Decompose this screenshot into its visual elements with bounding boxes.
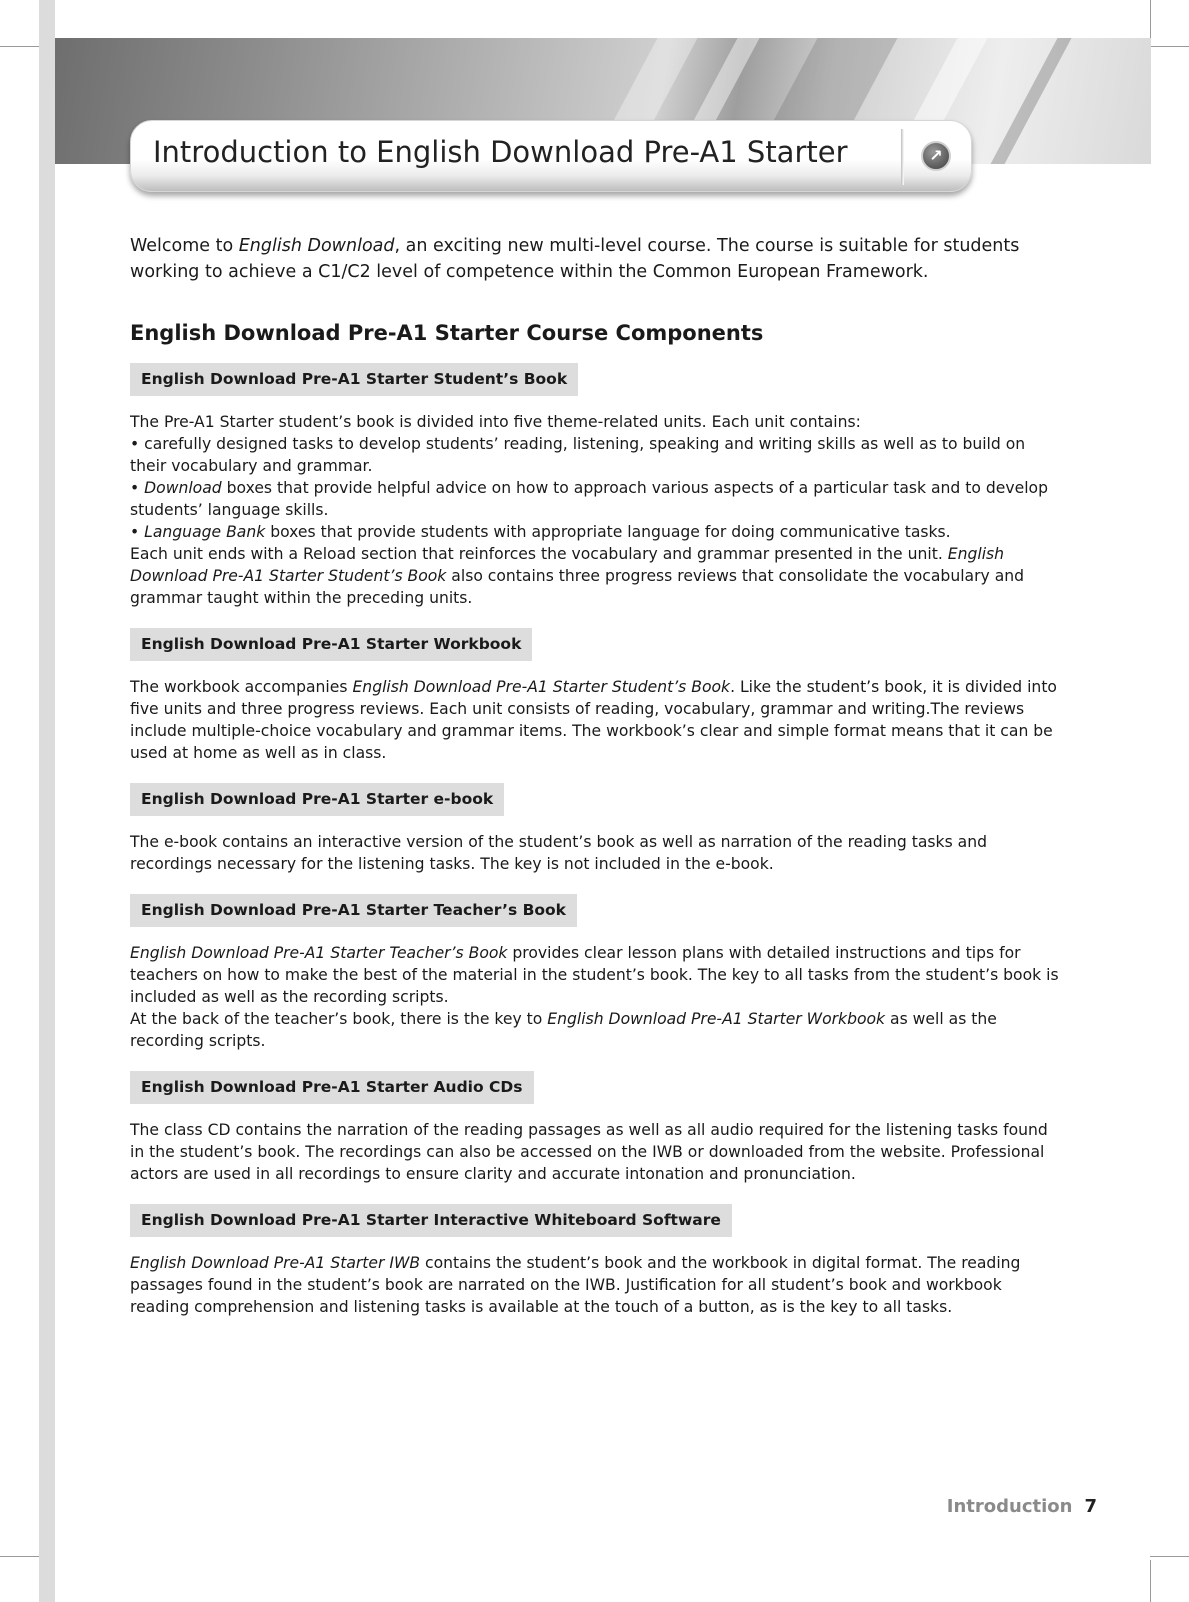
workbook-heading: English Download Pre-A1 Starter Workbook — [130, 628, 532, 661]
teachers-book-heading: English Download Pre-A1 Starter Teacher’s Book — [130, 894, 577, 927]
teachers-book-body: English Download Pre-A1 Starter Teacher’s Book provides clear lesson plans with detailed instructions and tips for teachers on how to make the best of the material in the student’s book. The key to all tasks from the student’s book is included as well as the recording scripts. At the back of the teacher’s book, there is the key to English Download Pre-A1 Starter Workbook as well as the recording scripts. — [130, 944, 1059, 1050]
main-content — [130, 233, 1060, 1337]
title-bar — [130, 120, 972, 192]
iwb-heading: English Download Pre-A1 Starter Interactive Whiteboard Software — [130, 1204, 732, 1237]
crop-mark — [1150, 1560, 1151, 1602]
crop-mark — [0, 1556, 40, 1557]
course-components-heading: English Download Pre-A1 Starter Course Components — [130, 321, 764, 345]
margin-strip — [39, 0, 55, 1602]
footer-section-label: Introduction — [946, 1496, 1073, 1517]
ebook-heading: English Download Pre-A1 Starter e-book — [130, 783, 504, 816]
crop-mark — [1150, 1556, 1189, 1557]
ebook-body: The e-book contains an interactive version of the student’s book as well as narration of the reading tasks and recordings necessary for the listening tasks. The key is not included in the e-book. — [130, 833, 987, 873]
audio-cds-heading: English Download Pre-A1 Starter Audio CDs — [130, 1071, 534, 1104]
divider — [901, 129, 904, 185]
students-book-heading: English Download Pre-A1 Starter Student’s Book — [130, 363, 578, 396]
page-title: Introduction to English Download Pre-A1 Starter — [153, 135, 848, 169]
audio-cds-body: The class CD contains the narration of the reading passages as well as all audio required for the listening tasks found in the student’s book. The recordings can also be accessed on the IWB or downloaded from the website. Professional actors are used in all recordings to ensure clarity and accurate intonation and pronunciation. — [130, 1121, 1048, 1183]
intro-paragraph: Welcome to English Download, an exciting new multi-level course. The course is suitable for students working to achieve a C1/C2 level of competence within the Common European Framework. — [130, 236, 1020, 282]
arrow-circle-icon: ↗ — [921, 141, 951, 171]
page-number: 7 — [1084, 1496, 1097, 1517]
iwb-body: English Download Pre-A1 Starter IWB contains the student’s book and the workbook in digital format. The reading passages found in the student’s book are narrated on the IWB. Justification for all student’s book and workbook reading comprehension and listening tasks is available at the touch of a button, as is the key to all tasks. — [130, 1254, 1021, 1316]
page-footer — [947, 1496, 1097, 1517]
crop-mark — [1150, 46, 1189, 47]
crop-mark — [0, 46, 40, 47]
students-book-body: The Pre-A1 Starter student’s book is divided into five theme-related units. Each unit contains: • carefully designed tasks to develop students’ reading, listening, speaking and writing skills as well as to build on their vocabulary and grammar. • Download boxes that provide helpful advice on how to approach various aspects of a particular task and to develop students’ language skills. • Language Bank boxes that provide students with appropriate language for doing communicative tasks. Each unit ends with a Reload section that reinforces the vocabulary and grammar presented in the unit. English Download Pre-A1 Starter Student’s Book also contains three progress reviews that consolidate the vocabulary and grammar taught within the preceding units. — [130, 413, 1048, 607]
workbook-body: The workbook accompanies English Download Pre-A1 Starter Student’s Book. Like the student’s book, it is divided into five units and three progress reviews. Each unit consists of reading, vocabulary, grammar and writing.The reviews include multiple-choice vocabulary and grammar items. The workbook’s clear and simple format means that it can be used at home as well as in class. — [130, 678, 1057, 762]
